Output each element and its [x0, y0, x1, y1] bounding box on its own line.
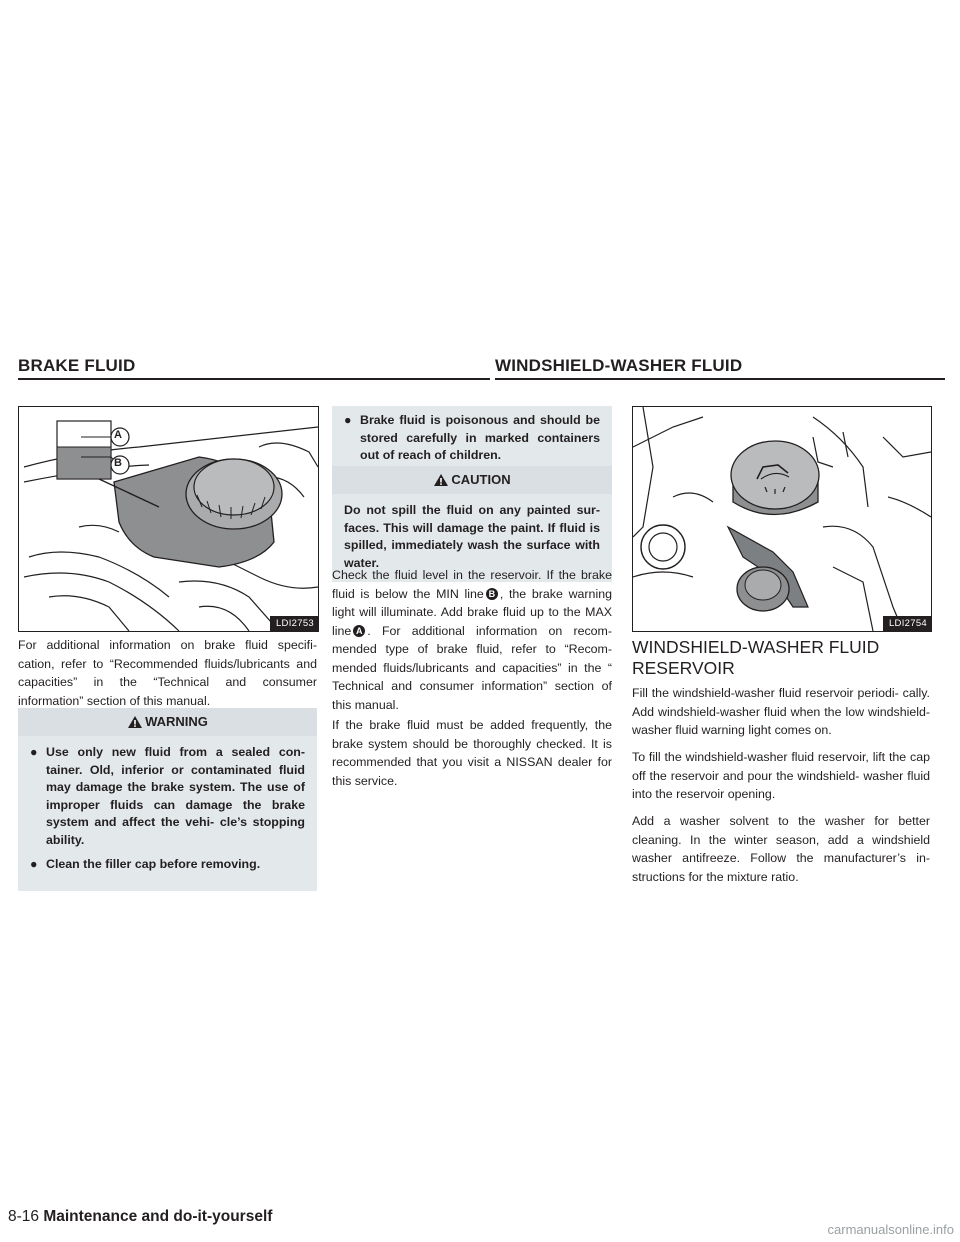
- check-fluid-text-2: , the brake warning light will illuminate. Add brake fluid up to the MAX line: [332, 586, 612, 638]
- page-number: 8-16: [8, 1208, 40, 1225]
- caution-text: Do not spill the fluid on any painted sur- faces. This will damage the paint. If fluid is spilled, immediately wash the surface with water.: [344, 503, 600, 570]
- brake-reservoir-figure: [18, 406, 319, 632]
- warning-continued-box: [332, 406, 612, 462]
- warning-title-bar: [18, 708, 317, 736]
- chapter-title: Maintenance and do-it-yourself: [43, 1208, 273, 1225]
- callout-b-label: B: [114, 457, 122, 469]
- figure-id-ldi2753: LDI2753: [270, 616, 318, 631]
- warning-body: [18, 736, 317, 891]
- warning-box: [18, 708, 317, 871]
- caution-title: CAUTION: [451, 472, 511, 487]
- washer-fill-paragraph: Fill the windshield-washer fluid reservoir periodi- cally. Add windshield-washer fluid when the low windshield-washer fluid warning light comes on.: [632, 686, 930, 737]
- header-rule-left: [18, 378, 490, 380]
- check-fluid-text-1: Check the fluid level in the reservoir. If the brake fluid is below the MIN line: [332, 568, 612, 601]
- figure-id-ldi2754: LDI2754: [883, 616, 931, 631]
- washer-how-to-paragraph: To fill the windshield-washer fluid reservoir, lift the cap off the reservoir and pour the windshield- washer fluid into the reservoir opening.: [632, 750, 930, 801]
- callout-b-marker: B: [486, 588, 498, 600]
- section-header-washer-fluid: WINDSHIELD-WASHER FLUID: [495, 356, 743, 375]
- callout-a-marker: A: [353, 625, 365, 637]
- check-fluid-text-3: . For additional information on recom- mended type of brake fluid, refer to “Recom- mended fluids/lubricants and capacities” in the “ Technical and consumer information” section of this manual.: [332, 623, 612, 712]
- washer-reservoir-heading: WINDSHIELD-WASHER FLUID RESERVOIR: [632, 637, 880, 678]
- warning-item: [30, 744, 305, 849]
- caution-box: [332, 466, 612, 570]
- header-rule-right: [495, 378, 945, 380]
- warning-item-text: Clean the filler cap before removing.: [46, 857, 261, 871]
- bullet-icon: ●: [30, 745, 38, 759]
- check-fluid-paragraph: [332, 566, 612, 714]
- caution-triangle-icon: [433, 473, 449, 490]
- section-header-brake-fluid: BRAKE FLUID: [18, 356, 136, 375]
- warning-item: [30, 856, 305, 874]
- washer-solvent-paragraph: Add a washer solvent to the washer for better cleaning. In the winter season, add a windshield washer antifreeze. Follow the manufacturer’s in- structions for the mixture ratio.: [632, 814, 930, 884]
- warning-item: [344, 412, 600, 465]
- brake-reservoir-illustration: [19, 407, 318, 631]
- page-footer: [8, 1208, 272, 1226]
- brake-fluid-intro: For additional information on brake fluid specifi- cation, refer to “Recommended fluids/lubricants and capacities” in the “Technical and consumer information” section of this manual.: [18, 638, 317, 708]
- callout-a-label: A: [114, 429, 122, 441]
- caution-title-bar: [332, 466, 612, 494]
- warning-item-text: Use only new fluid from a sealed con- tainer. Old, inferior or contaminated fluid may damage the brake system. The use of improper fluids can damage the brake system and affect the vehi- cle’s stopping ability.: [46, 745, 305, 847]
- bullet-icon: ●: [30, 857, 38, 871]
- watermark: carmanualsonline.info: [827, 1222, 954, 1237]
- washer-reservoir-figure: [632, 406, 932, 632]
- washer-reservoir-illustration: [633, 407, 931, 631]
- frequent-fluid-paragraph: If the brake fluid must be added frequently, the brake system should be thoroughly checked. It is recommended that you visit a NISSAN dealer for this service.: [332, 718, 612, 788]
- warning-item-text: Brake fluid is poisonous and should be stored carefully in marked containers out of reach of children.: [360, 413, 600, 462]
- warning-triangle-icon: [127, 715, 143, 732]
- warning-title: WARNING: [145, 714, 208, 729]
- bullet-icon: ●: [344, 413, 352, 427]
